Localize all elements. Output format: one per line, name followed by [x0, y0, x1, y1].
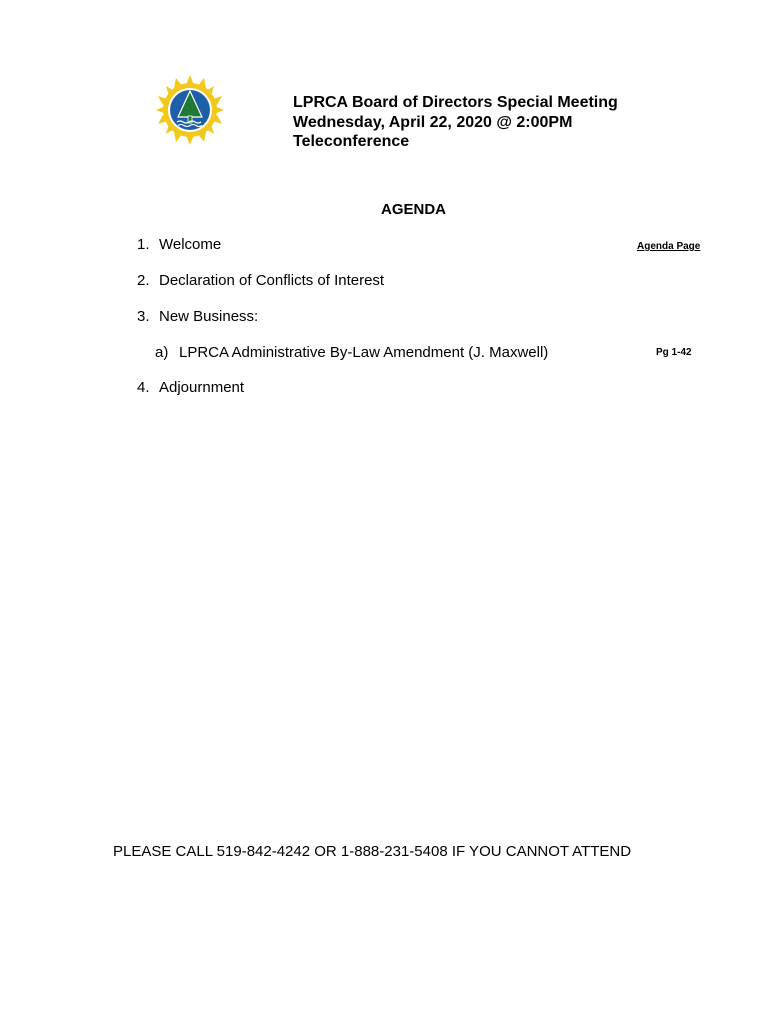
- agenda-item-text: Declaration of Conflicts of Interest: [159, 272, 385, 289]
- agenda-item-number: 3.: [137, 308, 150, 325]
- agenda-item: [137, 272, 384, 289]
- meeting-header: [293, 93, 618, 152]
- agenda-page-column-label: Agenda Page: [637, 241, 701, 252]
- agenda-item-text: Welcome: [159, 236, 222, 253]
- agenda-subitem: [155, 344, 548, 361]
- agenda-item: [137, 308, 258, 325]
- attendance-notice: PLEASE CALL 519-842-4242 OR 1-888-231-5408 IF YOU CANNOT ATTEND: [113, 843, 632, 860]
- agenda-item-number: 2.: [137, 272, 150, 289]
- agenda-page-reference: Pg 1-42: [656, 347, 692, 358]
- meeting-title: LPRCA Board of Directors Special Meeting: [293, 94, 618, 111]
- agenda-item: [137, 379, 244, 396]
- agenda-item: [137, 236, 221, 253]
- lprca-logo-icon: [155, 74, 225, 146]
- agenda-item-text: New Business:: [159, 308, 259, 325]
- meeting-date-time: Wednesday, April 22, 2020 @ 2:00PM: [293, 113, 573, 131]
- agenda-item-text: Adjournment: [159, 379, 245, 396]
- agenda-item-number: 4.: [137, 379, 150, 396]
- agenda-title: AGENDA: [381, 201, 447, 218]
- agenda-item-text: LPRCA Administrative By-Law Amendment (J. Maxwell): [179, 344, 549, 361]
- agenda-item-number: a): [155, 344, 169, 361]
- meeting-location: Teleconference: [293, 133, 410, 150]
- agenda-item-number: 1.: [137, 236, 150, 253]
